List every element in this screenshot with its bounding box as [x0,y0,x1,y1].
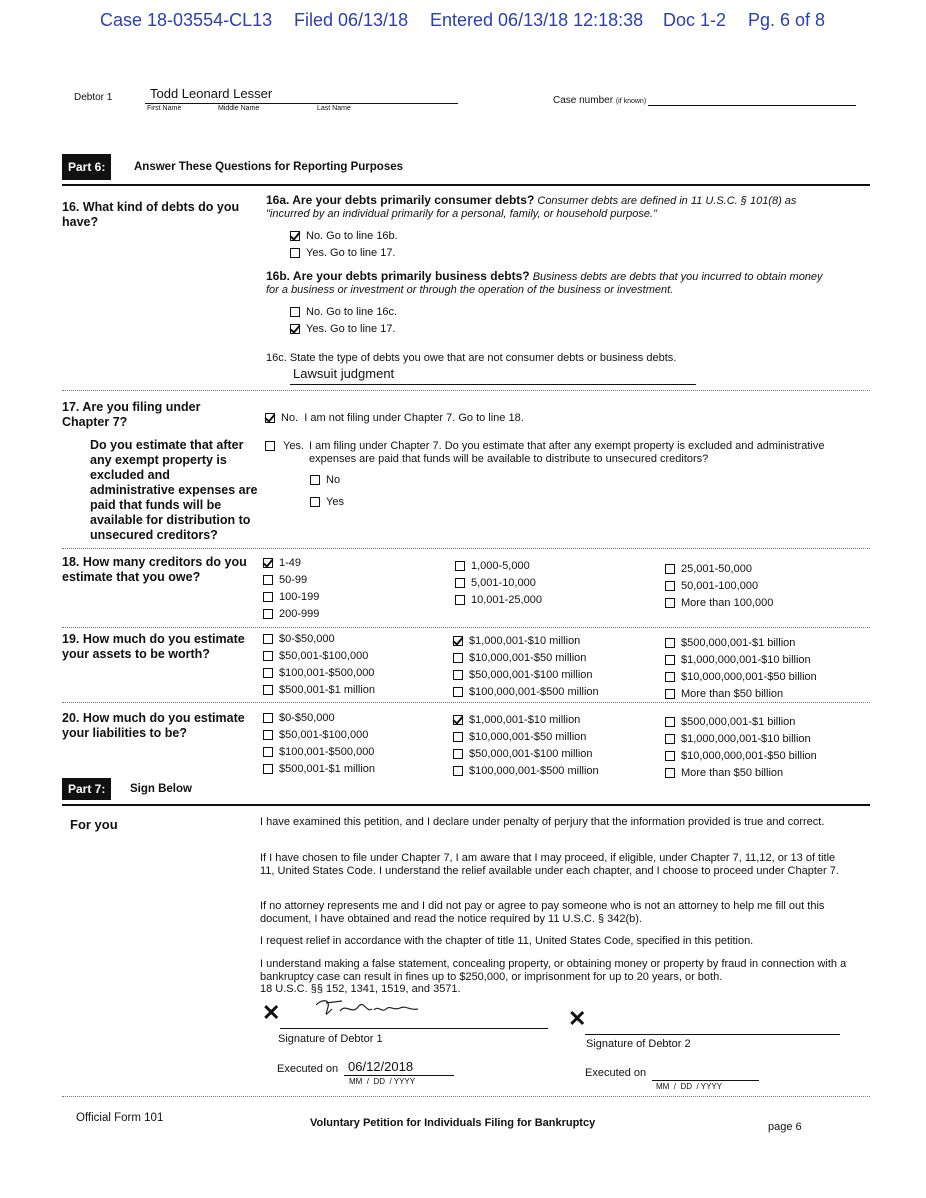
checkbox-icon[interactable] [263,592,273,602]
checkbox-icon[interactable] [265,441,275,451]
q19-option[interactable] [263,633,335,645]
q19-option-label: $50,001-$100,000 [279,650,369,662]
debtor-label: Debtor 1 [74,92,113,103]
footer-page: page 6 [768,1121,802,1133]
q16a-yes-option[interactable]: Yes. Go to line 17. [290,247,396,259]
q16c-value[interactable]: Lawsuit judgment [293,366,395,381]
q19-option[interactable] [665,688,783,700]
checkbox-icon[interactable] [455,578,465,588]
declaration-paragraph-2: If I have chosen to file under Chapter 7, I am aware that I may proceed, if eligible, under Chapter 7, 11,12, or 13 of title 11, United States Code. I understand the relief available under each chapter, and I choose to proceed under Chapter 7. [260,852,839,877]
q17-subquestion: Do you estimate that after any exempt property is excluded and administrative expenses are paid that funds will be available for distribution to unsecured creditors? [90,438,258,542]
q18-option-label: 25,001-50,000 [681,563,752,575]
q20-option[interactable] [665,733,811,745]
checkbox-icon[interactable] [665,751,675,761]
q20-option-label: $100,000,001-$500 million [469,765,599,777]
checkbox-icon[interactable] [453,670,463,680]
q18-option-label: 10,001-25,000 [471,594,542,606]
debtor1-signature-line[interactable] [280,1028,548,1029]
q16b-block: 16b. Are your debts primarily business debts? Business debts are debts that you incurred to obtain money for a business or investment or through the operation of the business or investment. [266,269,823,296]
executed-on-label-2: Executed on [585,1067,647,1079]
q18-option-label: More than 100,000 [681,597,774,609]
checkbox-icon[interactable] [455,595,465,605]
checkbox-icon[interactable] [263,609,273,619]
q18-option[interactable] [455,594,542,606]
checkbox-checked-icon[interactable] [265,413,275,423]
executed-on-label-1: Executed on [277,1063,339,1075]
checkbox-icon[interactable] [263,730,273,740]
last-name-caption: Last Name [317,105,351,112]
q19-option-label: $1,000,000,001-$10 billion [681,654,811,666]
checkbox-icon[interactable] [263,668,273,678]
q18-option[interactable] [263,574,307,586]
checkbox-icon[interactable] [310,497,320,507]
debtor-name: Todd Leonard Lesser [150,86,273,101]
q16b-yes-option[interactable]: Yes. Go to line 17. [290,323,396,335]
checkbox-icon[interactable] [665,734,675,744]
q20-option[interactable] [453,714,580,726]
part7-tag: Part 7: [62,778,111,800]
for-you-label: For you [70,817,118,832]
q20-option[interactable] [453,748,593,760]
q20-option[interactable] [453,731,586,743]
footer-title: Voluntary Petition for Individuals Filing for Bankruptcy [310,1117,596,1129]
checkbox-icon[interactable] [665,564,675,574]
checkbox-checked-icon[interactable] [453,636,463,646]
q20-option-label: $500,001-$1 million [279,763,376,775]
q19-option[interactable] [665,671,817,683]
date-format-caption-1: MM / DD / YYYY [349,1077,416,1086]
q16c-label: 16c. State the type of debts you owe that are not consumer debts or business debts. [266,352,677,364]
q19-option-label: More than $50 billion [681,688,784,700]
q19-option-label: $10,000,001-$50 million [469,652,587,664]
debtor1-signature [312,995,422,1021]
q19-option-label: $500,001-$1 million [279,684,376,696]
checkbox-icon[interactable] [263,634,273,644]
q19-option-label: $1,000,001-$10 million [469,635,581,647]
executed-date-2-field[interactable] [652,1080,759,1081]
q18-option-label: 50-99 [279,574,308,586]
checkbox-icon[interactable] [453,766,463,776]
q19-option[interactable] [263,684,375,696]
q19-question: 19. How much do you estimate your assets to be worth? [62,632,245,661]
checkbox-icon[interactable] [263,685,273,695]
q18-option[interactable] [665,563,752,575]
q18-question: 18. How many creditors do you estimate that you owe? [62,555,247,584]
filed-stamp: Filed 06/13/18 [294,10,409,30]
checkbox-icon[interactable] [453,732,463,742]
q20-option[interactable] [453,765,599,777]
entered-stamp: Entered 06/13/18 12:18:38 [430,10,644,30]
checkbox-icon[interactable] [263,575,273,585]
part6-tag: Part 6: [62,154,111,180]
q18-option-label: 100-199 [279,591,320,603]
q20-option[interactable] [263,729,368,741]
q16a-no-option[interactable]: No. Go to line 16b. [290,230,398,242]
q18-option[interactable] [455,577,536,589]
checkbox-icon[interactable] [263,713,273,723]
checkbox-icon[interactable] [263,747,273,757]
q19-option-label: $500,000,001-$1 billion [681,637,796,649]
checkbox-icon[interactable] [263,764,273,774]
doc-stamp: Doc 1-2 [663,10,727,30]
q18-option[interactable] [263,608,319,620]
declaration-paragraph-5: I understand making a false statement, concealing property, or obtaining money or property by fraud in connection with a bankruptcy case can result in fines up to $250,000, or imprisonment for up to 20 years, or both. 18 U.S.C. §§ 152, 1341, 1519, and 3571. [260,958,847,995]
q19-option[interactable] [453,635,580,647]
checkbox-icon[interactable] [665,717,675,727]
q20-option-label: $500,000,001-$1 billion [681,716,796,728]
declaration-paragraph-1: I have examined this petition, and I declare under penalty of perjury that the information provided is true and correct. [260,816,825,828]
q20-option-label: $100,001-$500,000 [279,746,375,758]
q18-option-label: 1,000-5,000 [471,560,530,572]
q20-option-label: More than $50 billion [681,767,784,779]
q20-option-label: $10,000,000,001-$50 billion [681,750,817,762]
q18-option-label: 200-999 [279,608,320,620]
first-name-caption: First Name [147,105,182,112]
checkbox-checked-icon[interactable] [263,558,273,568]
checkbox-icon[interactable] [665,598,675,608]
checkbox-icon[interactable] [665,655,675,665]
q19-option[interactable] [665,654,811,666]
checkbox-icon[interactable] [453,653,463,663]
q19-option[interactable] [453,686,599,698]
q18-option-label: 5,001-10,000 [471,577,536,589]
checkbox-icon[interactable] [665,581,675,591]
case-number-field[interactable] [648,105,856,106]
q19-option-label: $100,001-$500,000 [279,667,375,679]
checkbox-checked-icon[interactable] [453,715,463,725]
sig1-label: Signature of Debtor 1 [278,1033,383,1045]
middle-name-caption: Middle Name [218,105,260,112]
q19-option[interactable] [665,637,795,649]
q18-option[interactable] [665,580,758,592]
q18-option[interactable] [665,597,773,609]
page-stamp: Pg. 6 of 8 [748,10,826,30]
q20-option[interactable] [263,746,374,758]
q20-option-label: $50,001-$100,000 [279,729,369,741]
q20-option-label: $0-$50,000 [279,712,335,724]
q17-question: 17. Are you filing under Chapter 7? [62,400,201,429]
sig2-label: Signature of Debtor 2 [586,1038,691,1050]
q18-option-label: 1-49 [279,557,302,569]
q20-question: 20. How much do you estimate your liabilities to be? [62,711,245,740]
q20-option[interactable] [263,763,375,775]
q20-option-label: $1,000,001-$10 million [469,714,581,726]
q16-question: 16. What kind of debts do you have? [62,200,240,229]
checkbox-icon[interactable] [665,638,675,648]
part7-header [62,778,870,804]
q19-option[interactable] [263,650,368,662]
checkbox-icon[interactable] [310,475,320,485]
court-stamp [0,10,926,34]
q17-no-option[interactable]: No. I am not filing under Chapter 7. Go to line 18. [265,412,524,424]
q19-option[interactable] [453,669,593,681]
q18-option[interactable] [263,591,319,603]
debtor2-signature-line[interactable] [585,1034,840,1035]
q16a-block: 16a. Are your debts primarily consumer debts? Consumer debts are defined in 11 U.S.C. § 101(8) as "incurred by an individual primarily for a personal, family, or household purpose." [266,193,797,220]
q20-option[interactable] [263,712,335,724]
q16b-no-option[interactable]: No. Go to line 16c. [290,306,397,318]
checkbox-icon[interactable] [290,248,300,258]
q20-option-label: $1,000,000,001-$10 billion [681,733,811,745]
q19-option[interactable] [263,667,374,679]
q19-option-label: $100,000,001-$500 million [469,686,599,698]
q19-option-label: $0-$50,000 [279,633,335,645]
sign-here-x-icon: ✕ [262,1000,281,1025]
q17-sub-no-option[interactable]: No [310,474,340,486]
q20-option-label: $10,000,001-$50 million [469,731,587,743]
part7-title: Sign Below [130,783,192,795]
checkbox-icon[interactable] [665,689,675,699]
q20-option-label: $50,000,001-$100 million [469,748,593,760]
q19-option[interactable] [453,652,586,664]
checkbox-checked-icon[interactable] [290,231,300,241]
sign-here-x-icon: ✕ [568,1006,587,1031]
executed-date-1[interactable]: 06/12/2018 [348,1059,414,1074]
date-format-caption-2: MM / DD / YYYY [656,1082,723,1091]
part6-title: Answer These Questions for Reporting Purposes [134,161,404,173]
checkbox-icon[interactable] [665,672,675,682]
part6-header [62,154,870,180]
q19-option-label: $10,000,000,001-$50 billion [681,671,817,683]
declaration-paragraph-4: I request relief in accordance with the chapter of title 11, United States Code, specified in this petition. [260,935,754,947]
checkbox-icon[interactable] [453,749,463,759]
q17-sub-yes-option[interactable]: Yes [310,496,344,508]
checkbox-checked-icon[interactable] [290,324,300,334]
q18-option-label: 50,001-100,000 [681,580,759,592]
q18-option[interactable] [263,557,301,569]
checkbox-icon[interactable] [453,687,463,697]
checkbox-icon[interactable] [290,307,300,317]
q18-option[interactable] [455,560,530,572]
case-number-label: Case number (if known) [553,95,647,106]
q20-option[interactable] [665,750,817,762]
case-number-stamp: Case 18-03554-CL13 [100,10,273,30]
checkbox-icon[interactable] [263,651,273,661]
q19-option-label: $50,000,001-$100 million [469,669,593,681]
declaration-paragraph-3: If no attorney represents me and I did not pay or agree to pay someone who is not an attorney to help me fill out this document, I have obtained and read the notice required by 11 U.S.C. § 342(b). [260,900,825,925]
footer-form-name: Official Form 101 [76,1112,164,1124]
q20-option[interactable] [665,716,795,728]
checkbox-icon[interactable] [665,768,675,778]
checkbox-icon[interactable] [455,561,465,571]
